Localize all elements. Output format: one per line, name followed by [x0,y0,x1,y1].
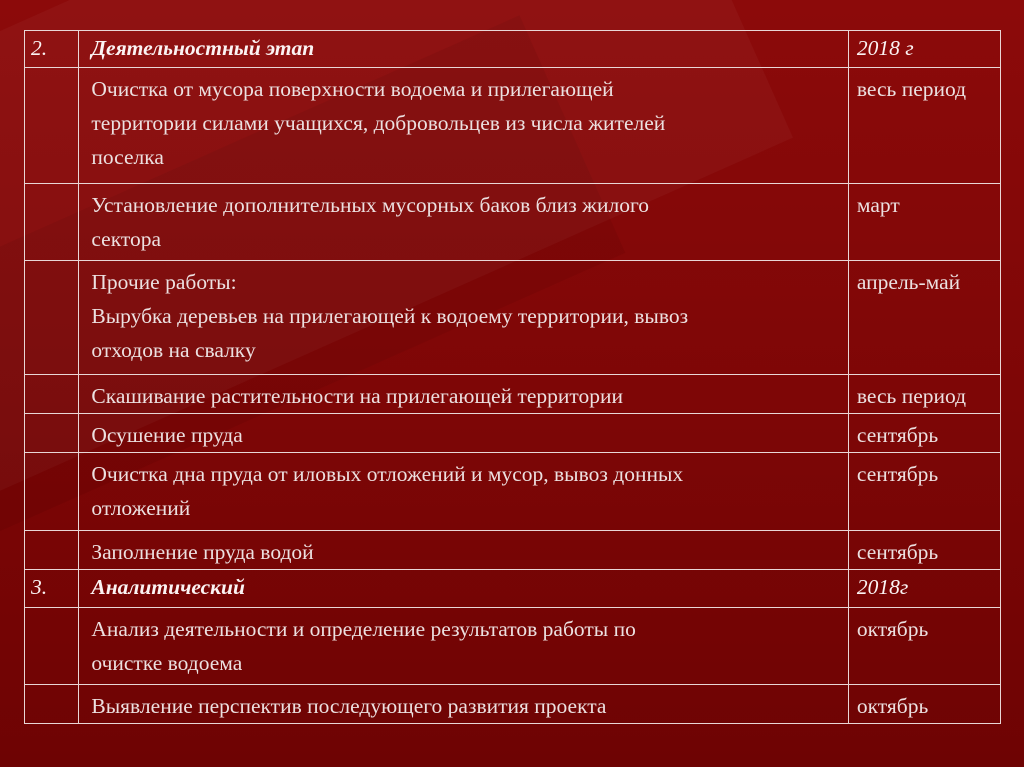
task-description-cell [79,608,849,685]
task-date-cell [848,375,1000,414]
task-number-cell [25,685,79,724]
stage-title: Аналитический [79,570,849,608]
task-date-cell [848,414,1000,453]
task-description: Очистка от мусора поверхности водоема и прилегающей территории силами учащихся, добровольцев из числа жителей поселка [91,77,666,169]
task-description: Выявление перспектив последующего развития проекта [91,694,607,718]
stage-number: 3. [25,570,79,608]
task-date: сентябрь [856,540,939,564]
task-description: Установление дополнительных мусорных баков близ жилого сектора [91,193,649,251]
task-description: Осушение пруда [91,423,243,447]
task-description-cell [79,685,849,724]
task-date-cell [848,184,1000,261]
stage-number: 2. [25,31,79,68]
task-description-cell [79,184,849,261]
task-row [25,414,1001,453]
stage-row [25,570,1001,608]
task-row [25,184,1001,261]
task-date-cell [848,685,1000,724]
task-row [25,531,1001,570]
task-description: Анализ деятельности и определение результатов работы по очистке водоема [91,617,636,675]
project-plan-table [24,30,1001,724]
task-row [25,608,1001,685]
task-row [25,375,1001,414]
task-row [25,685,1001,724]
stage-date: 2018 г [848,31,1000,68]
task-description-cell [79,414,849,453]
task-description-cell [79,453,849,531]
stage-row [25,31,1001,68]
task-date: март [856,193,900,217]
task-date: сентябрь [856,423,939,447]
stage-title: Деятельностный этап [79,31,849,68]
stage-date: 2018г [848,570,1000,608]
task-description-cell [79,531,849,570]
task-number-cell [25,453,79,531]
task-description-cell [79,261,849,375]
task-description-cell [79,68,849,184]
task-number-cell [25,68,79,184]
task-date: сентябрь [856,462,939,486]
task-row [25,453,1001,531]
task-date: октябрь [856,694,929,718]
task-row [25,68,1001,184]
task-date-cell [848,608,1000,685]
task-number-cell [25,531,79,570]
task-date: весь период [856,384,967,408]
task-date-cell [848,68,1000,184]
task-description: Скашивание растительности на прилегающей территории [91,384,624,408]
task-number-cell [25,414,79,453]
task-number-cell [25,184,79,261]
task-description: Заполнение пруда водой [91,540,314,564]
task-date: апрель-май [856,270,961,294]
task-description-cell [79,375,849,414]
task-number-cell [25,261,79,375]
task-description: Очистка дна пруда от иловых отложений и мусор, вывоз донных отложений [91,462,684,520]
task-number-cell [25,608,79,685]
task-description: Прочие работы: Вырубка деревьев на прилегающей к водоему территории, вывоз отходов на свалку [91,270,689,362]
task-date-cell [848,453,1000,531]
task-date-cell [848,531,1000,570]
task-number-cell [25,375,79,414]
task-row [25,261,1001,375]
task-date: весь период [856,77,967,101]
task-date-cell [848,261,1000,375]
task-date: октябрь [856,617,929,641]
